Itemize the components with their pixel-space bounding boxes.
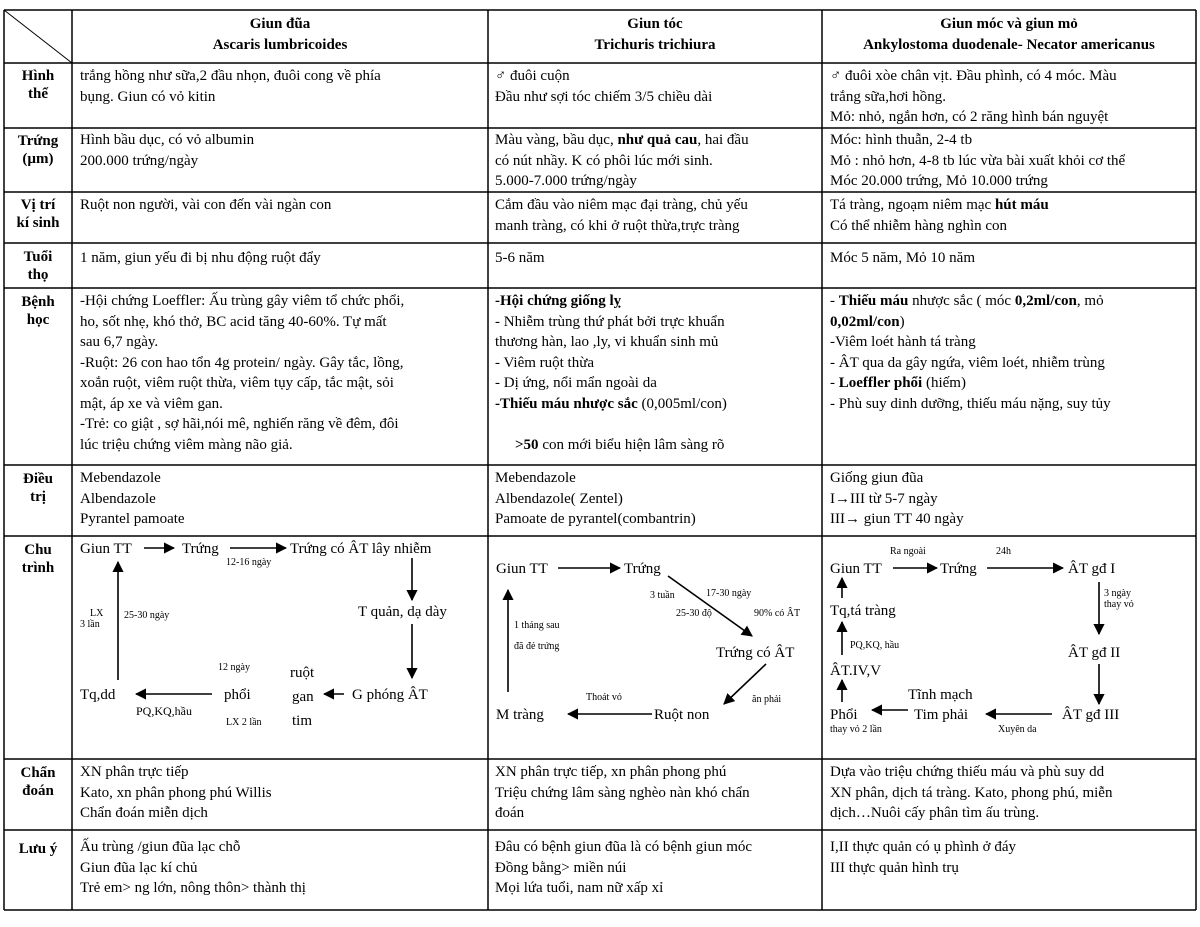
asc-tq-dd: Tq,dd bbox=[80, 687, 116, 703]
asc-12-ngay: 12 ngày bbox=[218, 662, 250, 673]
cell-ascaris-benh-hoc: -Hội chứng Loeffler: Ấu trùng gây viêm tổ chức phổi, ho, sốt nhẹ, khó thở, BC acid tăng 40-60%. Tự mất sau 6,7 ngày. -Ruột: 26 con hao tổn 4g protein/ ngày. Gây tắc, lồng, xoắn ruột, viêm ruột thừa, viêm tụy cấp, tắc mật, sỏi mật, áp xe và viêm gan. -Trẻ: co giật , sợ hãi,nói mê, nghiến răng về đêm, đôi lúc triệu chứng viêm màng não giả. bbox=[80, 293, 405, 453]
tri-90-pct: 90% có ÂT bbox=[754, 608, 801, 619]
cell-trichuris-trung: Màu vàng, bầu dục, như quả cau, hai đầu có nút nhầy. K có phôi lúc mới sinh. 5.000-7.000 trứng/ngày bbox=[495, 132, 749, 189]
tri-25-30-do: 25-30 độ bbox=[676, 608, 712, 619]
row-label-chu-trinh: Chu trình bbox=[21, 542, 55, 576]
cell-ascaris-hinh-the: trắng hồng như sữa,2 đầu nhọn, đuôi cong về phía bụng. Giun có vỏ kitin bbox=[80, 68, 381, 105]
tri-17-30-ngay: 17-30 ngày bbox=[706, 588, 752, 599]
header-trichuris: Giun tóc Trichuris trichiura bbox=[594, 16, 716, 53]
row-label-luu-y: Lưu ý bbox=[18, 841, 58, 857]
asc-gan: gan bbox=[292, 689, 314, 705]
ank-at-4-5: ÂT.IV,V bbox=[830, 663, 882, 679]
row-label-vi-tri: Vị trí kí sinh bbox=[16, 197, 60, 231]
asc-lx: LX bbox=[90, 608, 104, 619]
ank-thay-vo-2: thay vỏ 2 lần bbox=[830, 724, 882, 735]
asc-tim: tim bbox=[292, 713, 313, 729]
ank-at-1: ÂT gđ I bbox=[1068, 561, 1116, 577]
cell-ankylostoma-tuoi-tho: Móc 5 năm, Mỏ 10 năm bbox=[830, 250, 975, 266]
cell-ankylostoma-dieu-tri: Giống giun đũa I→III từ 5-7 ngày III→ giun TT 40 ngày bbox=[830, 470, 964, 527]
tri-giun-tt: Giun TT bbox=[496, 561, 548, 577]
cell-ankylostoma-benh-hoc: - Thiếu máu nhược sắc ( móc 0,2ml/con, mỏ 0,02ml/con) -Viêm loét hành tá tràng - ÂT qua da gây ngứa, viêm loét, nhiễm trùng - Loeffler phổi (hiếm) - Phù suy dinh dưỡng, thiếu máu nặng, suy tủy bbox=[830, 293, 1111, 412]
ank-3-ngay: 3 ngày bbox=[1104, 588, 1131, 599]
asc-25-30-ngay: 25-30 ngày bbox=[124, 610, 170, 621]
asc-phoi: phổi bbox=[224, 687, 251, 703]
asc-12-16-ngay: 12-16 ngày bbox=[226, 557, 272, 568]
cell-trichuris-tuoi-tho: 5-6 năm bbox=[495, 250, 545, 266]
asc-giun-tt: Giun TT bbox=[80, 541, 132, 557]
tri-de-trung: đã đẻ trứng bbox=[514, 641, 560, 652]
ank-tinh-mach: Tĩnh mạch bbox=[908, 687, 973, 703]
cell-ankylostoma-hinh-the: ♂ đuôi xòe chân vịt. Đầu phình, có 4 móc. Màu trắng sữa,hơi hồng. Mỏ: nhỏ, ngắn hơn, có 2 răng hình bán nguyệt bbox=[830, 68, 1117, 125]
row-label-trung: Trứng (µm) bbox=[17, 133, 59, 167]
header-ankylostoma: Giun móc và giun mỏ Ankylostoma duodenale- Necator americanus bbox=[863, 16, 1155, 53]
ank-24h: 24h bbox=[996, 546, 1011, 557]
cell-ascaris-tuoi-tho: 1 năm, giun yếu đi bị nhu động ruột đẩy bbox=[80, 250, 321, 266]
cell-ascaris-vi-tri: Ruột non người, vài con đến vài ngàn con bbox=[80, 197, 332, 213]
asc-t-quan: T quản, dạ dày bbox=[358, 604, 447, 620]
cell-trichuris-hinh-the: ♂ đuôi cuộn Đầu như sợi tóc chiếm 3/5 chiều dài bbox=[495, 68, 713, 105]
tri-trung: Trứng bbox=[624, 561, 661, 577]
cell-ascaris-chan-doan: XN phân trực tiếp Kato, xn phân phong phú Willis Chẩn đoán miễn dịch bbox=[80, 764, 272, 821]
tri-1-thang: 1 tháng sau bbox=[514, 620, 560, 631]
asc-ruot: ruột bbox=[290, 665, 315, 681]
cell-trichuris-dieu-tri: Mebendazole Albendazole( Zentel) Pamoate de pyrantel(combantrin) bbox=[495, 470, 696, 527]
ank-tq-ta-trang: Tq,tá tràng bbox=[830, 603, 896, 619]
asc-trung: Trứng bbox=[182, 541, 219, 557]
tri-thoat-vo: Thoát vỏ bbox=[586, 692, 622, 703]
row-label-benh-hoc: Bệnh học bbox=[21, 294, 55, 328]
ank-at-3: ÂT gđ III bbox=[1062, 707, 1120, 723]
tri-an-phai: ăn phải bbox=[752, 694, 782, 705]
asc-lx-2-lan: LX 2 lần bbox=[226, 717, 262, 728]
row-label-tuoi-tho: Tuổi thọ bbox=[23, 249, 53, 283]
ank-xuyen-da: Xuyên da bbox=[998, 724, 1037, 735]
cell-ascaris-dieu-tri: Mebendazole Albendazole Pyrantel pamoate bbox=[80, 470, 185, 527]
ank-phoi: Phổi bbox=[830, 707, 858, 723]
cell-trichuris-vi-tri: Cắm đầu vào niêm mạc đại tràng, chủ yếu manh tràng, có khi ở ruột thừa,trực tràng bbox=[495, 197, 748, 234]
ank-thay-vo: thay vỏ bbox=[1104, 599, 1134, 610]
row-label-dieu-tri: Điều trị bbox=[23, 471, 53, 505]
cell-ankylostoma-luu-y: I,II thực quản có ụ phình ở đáy III thực quản hình trụ bbox=[830, 839, 1017, 876]
header-ascaris: Giun đũa Ascaris lumbricoides bbox=[212, 16, 348, 53]
row-label-hinh-the: Hình thể bbox=[21, 68, 55, 102]
tri-ruot-non: Ruột non bbox=[654, 707, 710, 723]
ank-at-2: ÂT gđ II bbox=[1068, 645, 1121, 661]
cell-ankylostoma-vi-tri: Tá tràng, ngoạm niêm mạc hút máu Có thể nhiễm hàng nghìn con bbox=[830, 197, 1049, 234]
ank-giun-tt: Giun TT bbox=[830, 561, 882, 577]
ank-trung: Trứng bbox=[940, 561, 977, 577]
cell-ankylostoma-trung: Móc: hình thuẫn, 2-4 tb Mỏ : nhỏ hơn, 4-8 tb lúc vừa bài xuất khỏi cơ thể Móc 20.000 trứng, Mỏ 10.000 trứng bbox=[830, 132, 1126, 189]
tri-3-tuan: 3 tuần bbox=[650, 590, 675, 601]
cell-ascaris-trung: Hình bầu dục, có vỏ albumin 200.000 trứng/ngày bbox=[80, 132, 255, 169]
asc-g-phong: G phóng ÂT bbox=[352, 687, 428, 703]
cell-ankylostoma-chan-doan: Dựa vào triệu chứng thiếu máu và phù suy dd XN phân, dịch tá tràng. Kato, phong phú, miễn dịch…Nuôi cấy phân tìm ấu trùng. bbox=[830, 764, 1113, 821]
cell-ascaris-luu-y: Ấu trùng /giun đũa lạc chỗ Giun đũa lạc kí chủ Trẻ em> ng lớn, nông thôn> thành thị bbox=[80, 839, 306, 896]
cell-trichuris-luu-y: Đâu có bệnh giun đũa là có bệnh giun móc Đồng bằng> miền núi Mọi lứa tuổi, nam nữ xấp xỉ bbox=[495, 839, 753, 896]
ank-pq-kq: PQ,KQ, hầu bbox=[850, 640, 900, 651]
asc-pq-kq: PQ,KQ,hầu bbox=[136, 704, 192, 718]
asc-3-lan: 3 lần bbox=[80, 619, 100, 630]
asc-trung-at: Trứng có ÂT lây nhiễm bbox=[290, 541, 432, 557]
tri-m-trang: M tràng bbox=[496, 707, 544, 723]
tri-trung-at: Trứng có ÂT bbox=[716, 645, 795, 661]
cell-trichuris-benh-hoc: -Hội chứng giống lỵ - Nhiễm trùng thứ phát bởi trực khuẩn thương hàn, lao ,ly, vi khuẩn sinh mủ - Viêm ruột thừa - Dị ứng, nổi mẩn ngoài da -Thiếu máu nhược sắc (0,005ml/con) >50 con mới biểu hiện lâm sàng rõ bbox=[495, 293, 727, 453]
cell-trichuris-chan-doan: XN phân trực tiếp, xn phân phong phú Triệu chứng lâm sàng nghèo nàn khó chẩn đoán bbox=[495, 764, 750, 821]
row-label-chan-doan: Chẩn đoán bbox=[20, 765, 56, 799]
ank-ra-ngoai: Ra ngoài bbox=[890, 546, 926, 557]
ank-tim-phai: Tim phải bbox=[914, 707, 969, 723]
